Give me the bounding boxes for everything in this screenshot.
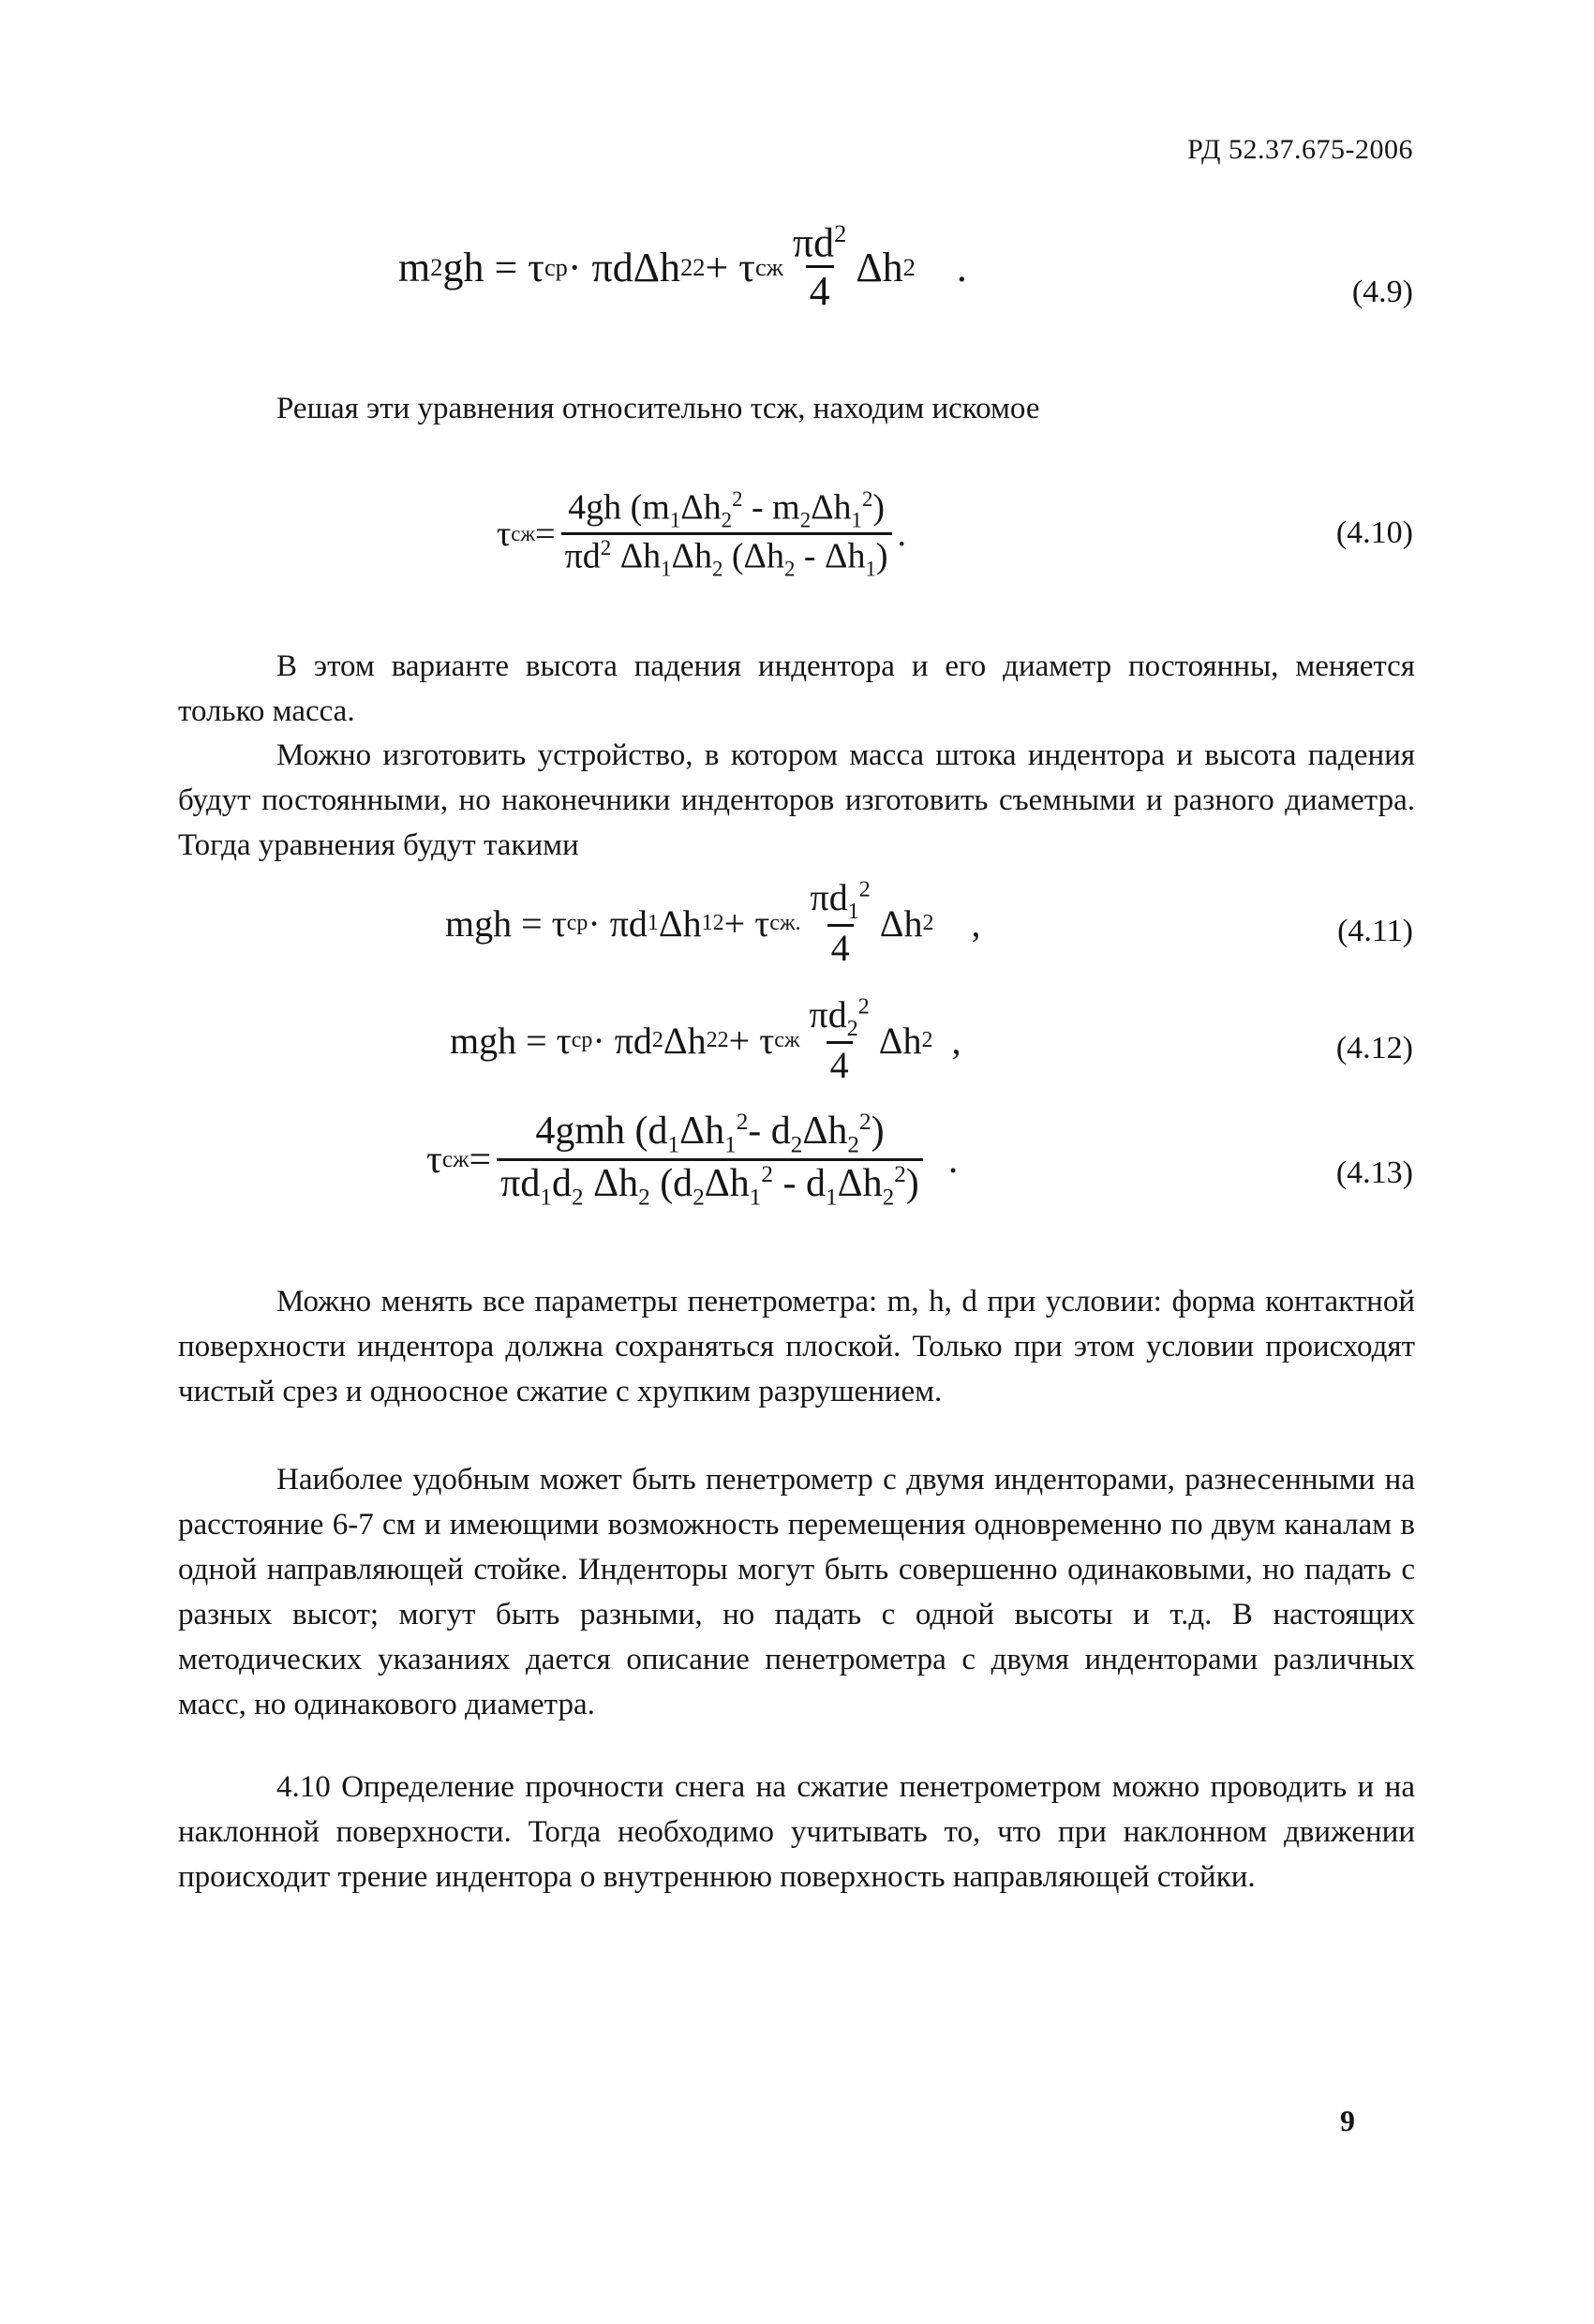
equation-4-10-number: (4.10) [1335, 515, 1413, 550]
equation-4-12 [0, 984, 1594, 1096]
paragraph-solve: Решая эти уравнения относительно τсж, находим искомое [276, 392, 1040, 425]
equation-4-11-number: (4.11) [1337, 914, 1413, 948]
paragraph-device: Можно изготовить устройство, в котором масса штока индентора и высота падения будут постоянными, но наконечники инденторов изготовить съемными и разного диаметра. Тогда уравнения будут такими [178, 738, 1415, 862]
equation-4-10-formula: τ сж = $\frac{4gh (m_1\Delta h_2^2 - m_2\Delta h_1^2)}{\pi d^2 \Delta h_1\Delta h_2 (\Delta h_2 - \Delta h_1)}$ . [497, 487, 907, 580]
equation-4-11 [0, 867, 1594, 979]
equation-4-9 [0, 211, 1594, 323]
equation-4-13-number: (4.13) [1335, 1155, 1413, 1190]
paragraph-parameters: Можно менять все параметры пенетрометра: m, h, d при условии: форма контактной поверхности индентора должна сохраняться плоской. Только при этом условии происходят чистый срез и одноосное сжатие с хрупким разрушением. [178, 1285, 1415, 1408]
equation-4-13-formula: τ сж = $\frac{4gmh (d_1\Delta h_1^2- d_2\Delta h_2^2)}{\pi d_1d_2 \Delta h_2 (d_2\Delta h_1^2 - d_1\Delta h_2^2)}$ . [426, 1109, 959, 1210]
equation-4-13 [0, 1104, 1594, 1216]
equation-4-11-formula: mgh = τ ср · πd 1 Δh 1 2 + τ сж. $\frac{\pi d_1^2}{4}$ Δh 2 , [445, 875, 981, 970]
equation-4-12-formula: mgh = τ ср · πd 2 Δh 2 2 + τ сж $\frac{\pi d_2^2}{4}$ Δh 2 , [450, 992, 961, 1087]
paragraph-two-indentors: Наиболее удобным может быть пенетрометр с двумя инденторами, разнесенными на расстояние 6-7 см и имеющими возможность перемещения одновременно по двум каналам в одной направляющей стойке. Инденторы могут быть совершенно одинаковыми, но падать с разных высот; могут быть разными, но падать с одной высоты и т.д. В настоящих методических указаниях дается описание пенетрометра с двумя инденторами различных масс, но одинакового диаметра. [178, 1463, 1415, 1721]
page-number: 9 [1340, 2104, 1355, 2138]
paragraph-variant: В этом варианте высота падения индентора и его диаметр постоянны, меняется только масса. [178, 649, 1415, 728]
equation-4-12-number: (4.12) [1335, 1031, 1413, 1065]
document-id: РД 52.37.675-2006 [1187, 134, 1413, 165]
equation-4-9-number: (4.9) [1351, 275, 1413, 309]
equation-4-10 [0, 478, 1594, 590]
equation-4-9-formula: m 2 gh = τ ср · πdΔh 2 2 + τ сж $\frac{\pi d^2}{4}$ Δh 2 . [398, 218, 967, 314]
paragraph-inclined: 4.10 Определение прочности снега на сжатие пенетрометром можно проводить и на наклонной поверхности. Тогда необходимо учитывать то, что при наклонном движении происходит трение индентора о внутреннюю поверхность направляющей стойки. [178, 1770, 1415, 1894]
